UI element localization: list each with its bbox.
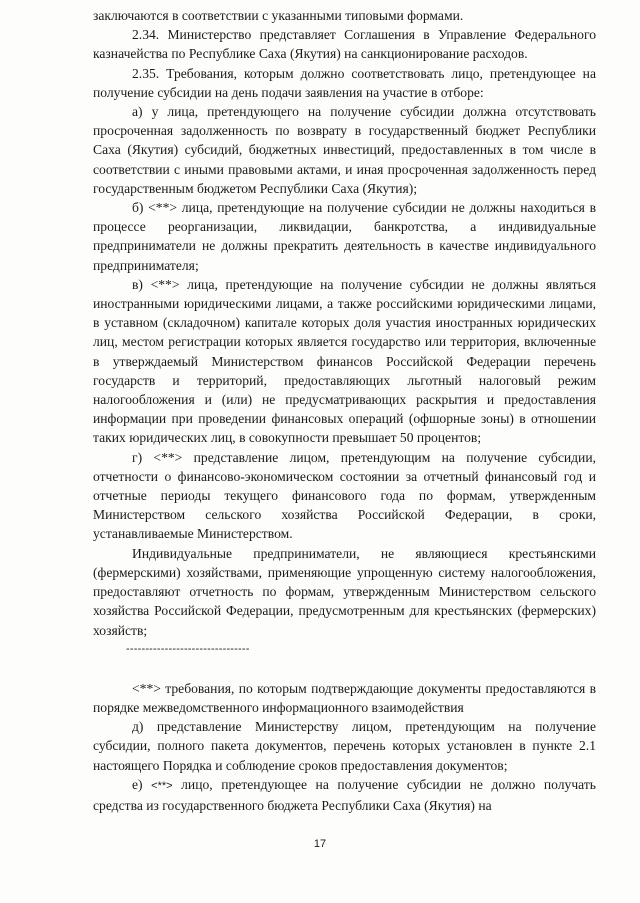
document-body [93, 6, 596, 815]
spacer [93, 659, 596, 679]
paragraph-item-a: а) у лица, претендующего на получение субсидии должна отсутствовать просроченная задолженность по возврату в государственный бюджет Республики Саха (Якутия) субсидий, бюджетных инвестиций, предоставленных в том числе в соответствии с иными правовыми актами, и иная просроченная задолженность перед государственным бюджетом Республики Саха (Якутия); [93, 104, 596, 196]
paragraph-continuation: заключаются в соответствии с указанными типовыми формами. [93, 8, 464, 23]
paragraph-item-g: г) <**> представление лицом, претендующим на получение субсидии, отчетности о финансово-экономическом состоянии за отчетный финансовый год и отчетные периоды текущего финансового года по формам, утвержденным Министерством сельского хозяйства Российской Федерации, в сроки, устанавливаемые Министерством. [93, 449, 596, 542]
paragraph-item-v: в) <**> лица, претендующие на получение субсидии не должны являться иностранными юридическими лицами, а также российскими юридическими лицами, в уставном (складочном) капитале которых доля участия иностранных юридических лиц, местом регистрации которых является государство или территория, включенные в утверждаемый Министерством финансов Российской Федерации перечень государств и территорий, предоставляющих льготный налоговый режим налогообложения и (или) не предусматривающих раскрытия и предоставления информации при проведении финансовых операций (офшорные зоны) в отношении таких юридических лиц, в совокупности превышает 50 процентов; [93, 276, 596, 446]
paragraph-2-34: 2.34. Министерство представляет Соглашения в Управление Федерального казначейства по Республике Саха (Якутия) на санкционирование расходов. [93, 27, 596, 62]
paragraph-item-d: д) представление Министерству лицом, претендующим на получение субсидии, полного пакета документов, перечень которых установлен в пункте 2.1 настоящего Порядка и соблюдение сроков предоставления документов; [93, 719, 596, 773]
paragraph-item-e [93, 775, 596, 815]
paragraph-item-b: б) <**> лица, претендующие на получение субсидии не должны находиться в процессе реорганизации, ликвидации, банкротства, а индивидуальные предприниматели не должны прекратить деятельность в качестве индивидуального предпринимателя; [93, 200, 596, 273]
page-number: 17 [313, 838, 327, 850]
item-e-prefix: е) [132, 776, 152, 792]
footnote-text: <**> требования, по которым подтверждающие документы предоставляются в порядке межведомственного информационного взаимодействия [93, 680, 596, 715]
paragraph-individual-entrepreneurs: Индивидуальные предприниматели, не являющиеся крестьянскими (фермерскими) хозяйствами, применяющие упрощенную систему налогообложения, предоставляют отчетность по формам, утвержденным Министерством сельского хозяйства Российской Федерации, предусмотренным для крестьянских (фермерских) хозяйств; [93, 545, 596, 638]
paragraph-2-35: 2.35. Требования, которым должно соответствовать лицо, претендующее на получение субсидии на день подачи заявления на участие в отборе: [93, 65, 596, 100]
footnote-marker: <**> [151, 779, 173, 792]
item-e-text: лицо, претендующее на получение субсидии не должно получать средства из государственного бюджета Республики Саха (Якутия) на [93, 776, 597, 813]
footnote-separator: -------------------------------- [126, 642, 250, 655]
